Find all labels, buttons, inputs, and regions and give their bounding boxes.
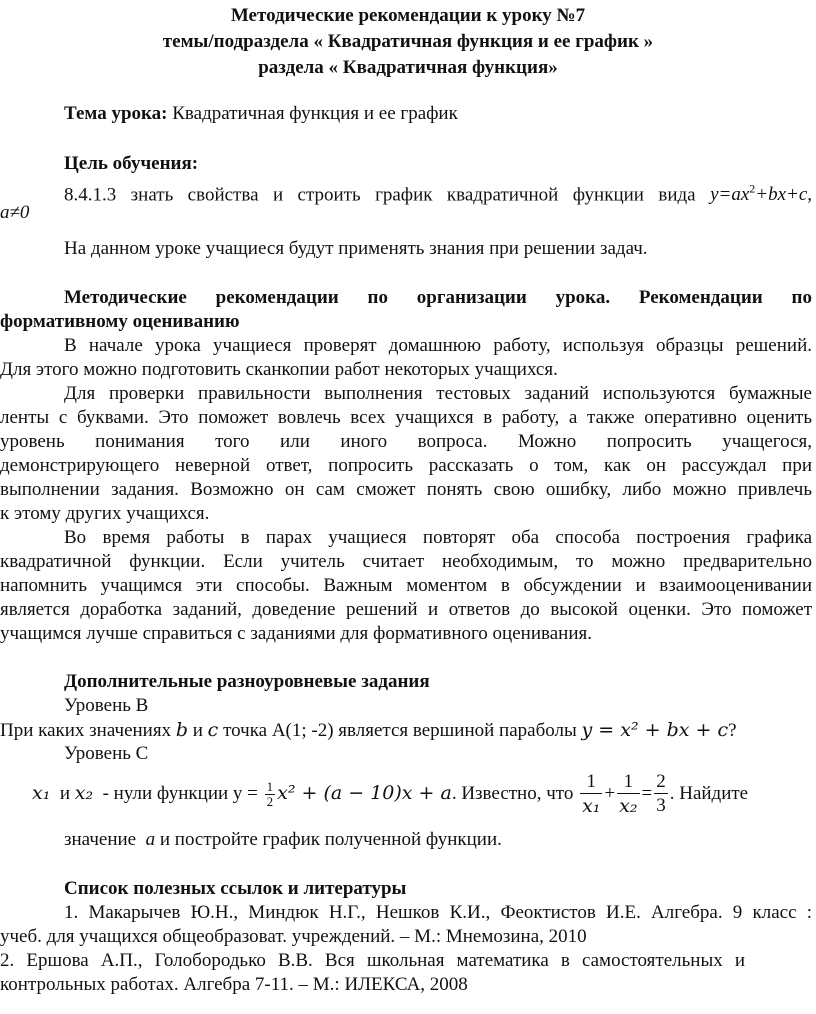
- c-and: и: [59, 783, 71, 804]
- method-line-8: Во время работы в парах учащиеся повторят оба способа построения графика: [64, 527, 812, 548]
- header-line-3: раздела « Квадратичная функция»: [258, 57, 558, 78]
- level-b-task: [0, 718, 737, 743]
- method-line-9: квадратичной функции. Если учитель считает необходимым, то можно предварительно: [0, 551, 812, 572]
- method-heading-2: формативному оцениванию: [0, 311, 240, 332]
- method-line-1: Для этого можно подготовить сканкопии работ некоторых учащихся.: [0, 359, 558, 380]
- method-line-2: Для проверки правильности выполнения тестовых заданий используются бумажные: [64, 383, 812, 404]
- method-line-6: выполнении задания. Возможно он сам сможет понять свою ошибку, либо можно привлечь: [0, 479, 812, 500]
- ref-line-3: контрольных работах. Алгебра 7-11. – М.: ИЛЕКСА, 2008: [0, 974, 468, 995]
- method-line-3: ленты с буквами. Это поможет вовлечь всех учащихся в работу, а также оперативно оценить: [0, 407, 812, 428]
- method-line-10: напомнить учащимся эти способы. Важным моментом в обсуждении и взаимооценивании: [0, 575, 812, 596]
- topic-line: [64, 102, 458, 126]
- c-formula: x² + (a − 10)x + a: [277, 782, 452, 804]
- ref-line-0: 1. Макарычев Ю.Н., Миндюк Н.Г., Нешков К.И., Феоктистов И.Е. Алгебра. 9 класс :: [64, 902, 812, 923]
- c-line2-b: и постройте график полученной функции.: [159, 829, 502, 850]
- tasks-heading: Дополнительные разноуровневые задания: [64, 671, 430, 692]
- b-question-mark: ?: [728, 720, 737, 741]
- b-text-1: При каких значениях: [0, 720, 172, 741]
- header-line-1: Методические рекомендации к уроку №7: [230, 5, 586, 26]
- b-and: и: [192, 720, 203, 741]
- ref-line-2: 2. Ершова А.П., Голобородько В.В. Вся школьная математика в самостоятельных и: [0, 950, 745, 971]
- c-x1: x₁: [32, 782, 51, 804]
- header-line-2: темы/подраздела « Квадратичная функция и ее график »: [162, 31, 654, 52]
- goal-text-line: 8.4.1.3 знать свойства и строить график квадратичной функции вида $y=ax^2+bx+c$,: [64, 182, 813, 206]
- level-c-task-line-2: [64, 828, 502, 852]
- c-plus: +: [604, 783, 616, 804]
- ref-line-1: учеб. для учащихся общеобразоват. учреждений. – М.: Мнемозина, 2010: [0, 926, 587, 947]
- c-fraction-1: $\frac{1}{\text{x₁}}$: [582, 771, 601, 818]
- method-line-7: к этому других учащихся.: [0, 503, 210, 524]
- b-text-2: точка А(1; -2) является вершиной параболы: [223, 720, 577, 741]
- method-line-4: уровень понимания того или иного вопроса. Можно попросить учащегося,: [0, 431, 812, 452]
- c-text-3: . Найдите: [669, 783, 749, 804]
- method-line-0: В начале урока учащиеся проверят домашнюю работу, используя образцы решений.: [64, 335, 812, 356]
- goal-text: 8.4.1.3 знать свойства и строить график квадратичной функции вида: [64, 184, 696, 206]
- b-var-b: b: [175, 719, 188, 741]
- c-text-1: - нули функции у =: [102, 783, 258, 804]
- method-line-5: демонстрирующего неверной ответ, попросить рассказать о том, как он рассуждал при: [0, 455, 812, 476]
- method-line-12: учащимся лучше справиться с заданиями для формативного оценивания.: [0, 623, 592, 644]
- topic-value: Квадратичная функция и ее график: [172, 103, 458, 124]
- level-c-task: [32, 766, 748, 821]
- c-equals: =: [641, 783, 653, 804]
- level-c-label: Уровень C: [64, 743, 149, 764]
- c-fraction-3: $\frac{2}{3}$: [656, 771, 666, 817]
- method-line-11: является доработка заданий, доведение решений и ответов до высокой оценки. Это поможет: [0, 599, 812, 620]
- b-var-c: c: [207, 719, 219, 741]
- c-text-2: . Известно, что: [451, 783, 574, 804]
- goal-label: Цель обучения:: [64, 153, 199, 174]
- method-heading-1: Методические рекомендации по организации урока. Рекомендации по: [64, 287, 812, 308]
- goal-condition: a≠0: [0, 202, 30, 223]
- c-fraction-2: $\frac{1}{\text{x₂}}$: [619, 771, 638, 818]
- topic-label: Тема урока:: [64, 103, 168, 124]
- c-line2-var: а: [145, 829, 156, 850]
- c-x2: x₂: [74, 782, 94, 804]
- level-b-label: Уровень B: [64, 695, 149, 716]
- goal-formula-a: y=ax: [710, 184, 750, 206]
- c-half-fraction: $\frac{1}{2}$: [266, 779, 274, 810]
- goal-note: На данном уроке учащиеся будут применять знания при решении задач.: [64, 238, 648, 259]
- goal-formula-b: +bx+c,: [755, 184, 813, 206]
- c-line2-a: значение: [64, 829, 137, 850]
- refs-heading: Список полезных ссылок и литературы: [64, 878, 407, 899]
- b-formula: y = x² + bx + c: [581, 719, 729, 741]
